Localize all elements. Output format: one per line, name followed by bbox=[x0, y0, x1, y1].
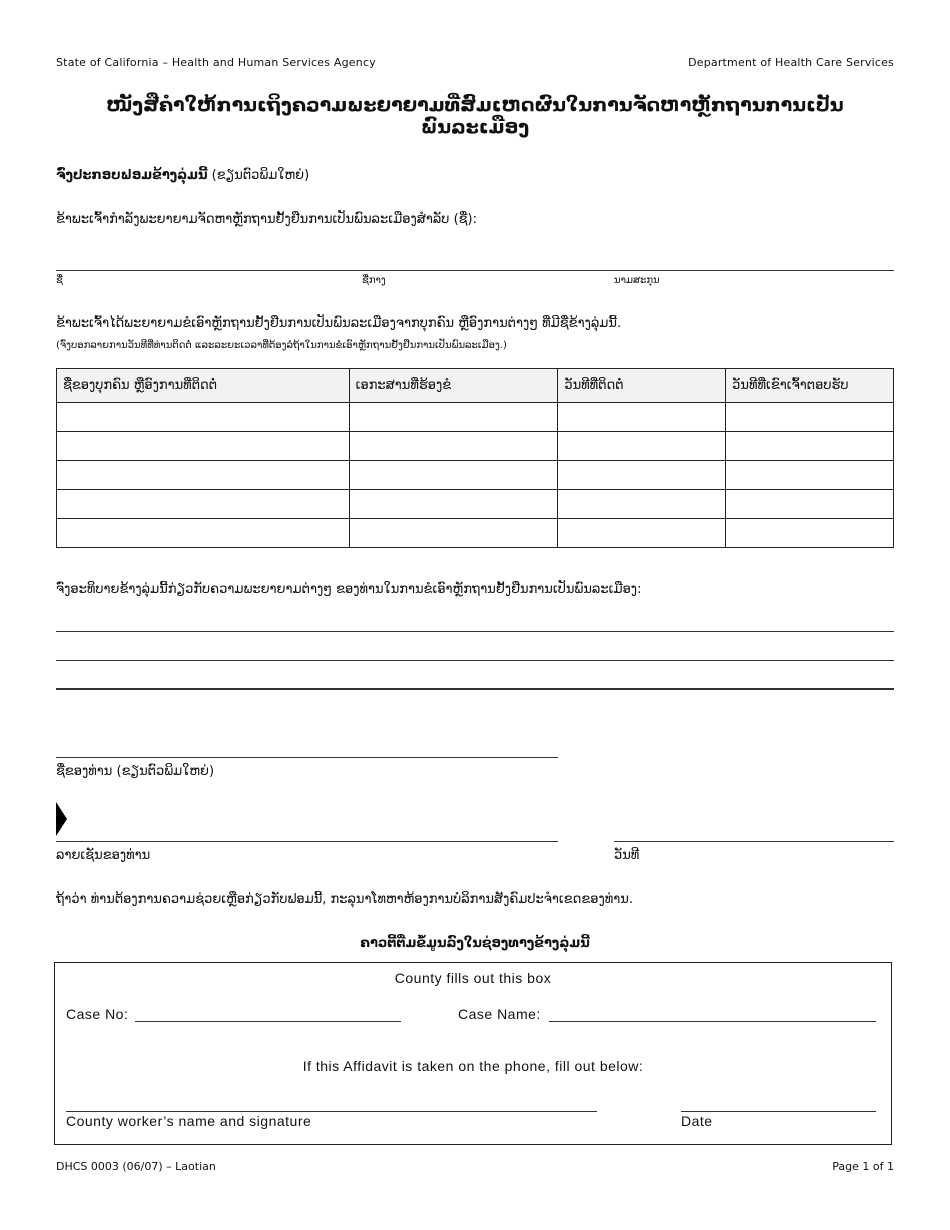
table-cell[interactable] bbox=[57, 461, 350, 490]
case-name-label: Case Name: bbox=[458, 1006, 541, 1022]
explanation-line-3[interactable] bbox=[56, 688, 894, 690]
table-row bbox=[57, 490, 894, 519]
page-title: ໜັງສືຄຳໃຫ້ການເຖິງຄວາມພະຍາຍາມທີ່ສົມເຫດຜົນໃນການຈັດຫາຫຼັກຖານການເປັນພົນລະເມືອງ bbox=[106, 94, 844, 138]
section3-statement: ຈົ່ງອະທິບາຍຂ້າງລຸ່ມນີ້ກ່ຽວກັບຄວາມພະຍາຍາມຕ່າງໆ ຂອງທ່ານໃນການຂໍເອົາຫຼັກຖານຢັ້ງຢືນການເປັນພົນລະເມືອງ: bbox=[56, 582, 642, 597]
date-label: ວັນທີ bbox=[614, 848, 640, 863]
table-row bbox=[57, 519, 894, 548]
table-cell[interactable] bbox=[57, 432, 350, 461]
table-cell[interactable] bbox=[57, 490, 350, 519]
case-no-field[interactable] bbox=[135, 1021, 401, 1022]
explanation-line-1[interactable] bbox=[56, 631, 894, 632]
department-header: Department of Health Care Services bbox=[688, 56, 894, 69]
sign-here-arrow-icon bbox=[56, 802, 67, 836]
table-cell[interactable] bbox=[349, 461, 558, 490]
your-name-label: ຊື່ຂອງທ່ານ (ຂຽນຕົວພິມໃຫຍ່) bbox=[56, 764, 215, 779]
county-date-field[interactable] bbox=[681, 1111, 876, 1112]
section2-note: (ຈົ່ງບອກລາຍການວັນທີທີ່ທ່ານຕິດຕໍ່ ແລະລະຍະເວລາທີ່ຕ້ອງລໍຖ້າໃນການຂໍເອົາຫຼັກຖານຢັ້ງຢືນການເປັນພົນລະເມືອງ.) bbox=[56, 340, 507, 351]
table-cell[interactable] bbox=[726, 432, 894, 461]
middle-name-label: ຊື່ກາງ bbox=[362, 275, 386, 286]
table-cell[interactable] bbox=[726, 490, 894, 519]
table-header-row bbox=[57, 369, 894, 403]
explanation-line-2[interactable] bbox=[56, 660, 894, 661]
contacts-table bbox=[56, 368, 894, 548]
table-cell[interactable] bbox=[558, 490, 726, 519]
case-no-label: Case No: bbox=[66, 1006, 129, 1022]
table-cell[interactable] bbox=[558, 432, 726, 461]
section1-statement: ຂ້າພະເຈົ້າກຳລັງພະຍາຍາມຈັດຫາຫຼັກຖານຢັ້ງຢືນການເປັນພົນລະເມືອງສຳລັບ (ຊື່): bbox=[56, 212, 477, 227]
table-cell[interactable] bbox=[558, 519, 726, 548]
col-document-header: ເອກະສານທີ່ຮ້ອງຂໍ bbox=[349, 369, 558, 403]
form-id: DHCS 0003 (06/07) – Laotian bbox=[56, 1160, 216, 1173]
table-cell[interactable] bbox=[349, 519, 558, 548]
table-cell[interactable] bbox=[726, 461, 894, 490]
table-cell[interactable] bbox=[349, 490, 558, 519]
page-number: Page 1 of 1 bbox=[832, 1160, 894, 1173]
last-name-label: ນາມສະກຸນ bbox=[614, 275, 660, 286]
your-signature-label: ລາຍເຊັນຂອງທ່ານ bbox=[56, 848, 151, 863]
table-cell[interactable] bbox=[558, 403, 726, 432]
section1-heading-note: (ຂຽນຕົວພິມໃຫຍ່) bbox=[211, 168, 310, 183]
col-date-contacted-header: ວັນທີທີ່ຕິດຕໍ່ bbox=[558, 369, 726, 403]
worker-label: County worker’s name and signature bbox=[66, 1113, 312, 1129]
county-heading: ຄາວຕີ້ຕື່ມຂໍ້ມູນລົງໃນຊ່ອງທາງຂ້າງລຸ່ມນີ້ bbox=[360, 936, 590, 951]
first-name-label: ຊື່ bbox=[56, 275, 63, 286]
case-name-field[interactable] bbox=[549, 1021, 876, 1022]
county-box bbox=[54, 962, 892, 1145]
section1-heading: ຈົ່ງປະກອບຟອມຂ້າງລຸ່ມນີ້ bbox=[56, 168, 208, 183]
help-text: ຖ້າວ່າ ທ່ານຕ້ອງການຄວາມຊ່ວຍເຫຼືອກ່ຽວກັບຟອມນີ້, ກະລຸນາໂທຫາຫ້ອງການບໍລິການສັງຄົມປະຈຳເຂດຂອງທ່ານ. bbox=[56, 892, 633, 907]
section2-statement: ຂ້າພະເຈົ້າໄດ້ພະຍາຍາມຂໍເອົາຫຼັກຖານຢັ້ງຢືນການເປັນພົນລະເມືອງຈາກບຸກຄົນ ຫຼືອົງການຕ່າງໆ ທີ່ມີຊື່ຂ້າງລຸ່ມນີ້. bbox=[56, 316, 622, 331]
table-cell[interactable] bbox=[349, 432, 558, 461]
table-cell[interactable] bbox=[726, 519, 894, 548]
your-name-line[interactable] bbox=[56, 757, 558, 758]
county-box-title: County fills out this box bbox=[394, 970, 552, 986]
table-cell[interactable] bbox=[349, 403, 558, 432]
table-row bbox=[57, 432, 894, 461]
name-entry-line[interactable] bbox=[56, 270, 894, 271]
phone-note: If this Affidavit is taken on the phone, fill out below: bbox=[302, 1058, 644, 1074]
table-cell[interactable] bbox=[57, 403, 350, 432]
table-row bbox=[57, 403, 894, 432]
table-cell[interactable] bbox=[558, 461, 726, 490]
county-date-label: Date bbox=[681, 1113, 713, 1129]
section1-heading-row bbox=[56, 168, 309, 183]
table-cell[interactable] bbox=[726, 403, 894, 432]
table-row bbox=[57, 461, 894, 490]
table-cell[interactable] bbox=[57, 519, 350, 548]
date-line[interactable] bbox=[614, 841, 894, 842]
agency-header: State of California – Health and Human Services Agency bbox=[56, 56, 376, 69]
signature-line[interactable] bbox=[56, 841, 558, 842]
worker-signature-field[interactable] bbox=[66, 1111, 597, 1112]
col-contact-header: ຊື່ຂອງບຸກຄົນ ຫຼືອົງການທີ່ຕິດຕໍ່ bbox=[57, 369, 350, 403]
col-date-replied-header: ວັນທີທີ່ເຂົາເຈົ້າຕອບຮັບ bbox=[726, 369, 894, 403]
